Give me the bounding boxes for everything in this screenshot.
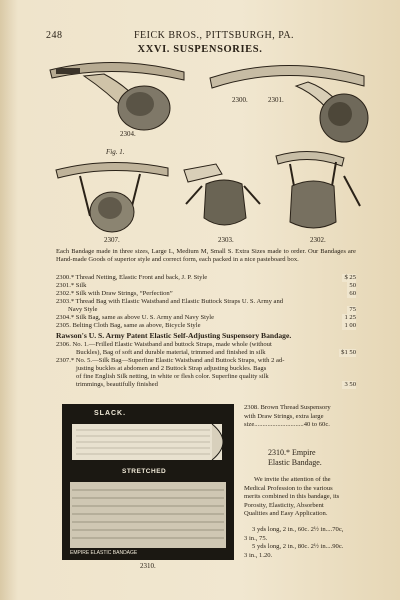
item-text: of fine English Silk netting, in white or flesh color. Superfine quality silk (76, 373, 269, 380)
bandage-roll-illustration (62, 404, 234, 560)
empire-description (244, 476, 339, 519)
price-row (56, 381, 356, 389)
item-2308-line: with Draw Strings, extra large (244, 412, 324, 420)
label-2303: 2303. (218, 236, 234, 244)
description-line: Porosity, Elasticity, Absorbent (244, 501, 324, 509)
suspensory-illustration-2302 (270, 146, 366, 236)
price-row (56, 274, 356, 282)
stretched-label: STRETCHED (122, 468, 167, 475)
description-line: We invite the attention of the (254, 476, 331, 483)
item-2308-line: 2308. Brown Thread Suspensory (244, 404, 331, 411)
label-2307: 2307. (104, 236, 120, 244)
item-price: $ 25 (344, 274, 356, 281)
price-line: 3 in., 75. (244, 534, 268, 542)
price-line: 3 in., 1.20. (244, 551, 273, 559)
suspensory-illustration-2303 (176, 160, 272, 236)
price-row (56, 314, 356, 322)
item-text: 2306. No. 1.—Frilled Elastic Waistband and buttock Straps, made whole (without (56, 341, 272, 348)
price-row (56, 349, 356, 357)
item-text: 2304.* Silk Bag, same as above U. S. Army and Navy Style (56, 314, 215, 321)
item-2310-title-line: 2310.* Empire (268, 448, 316, 457)
item-text: 2307.* No. 5.—Silk Bag—Superfine Elastic Waistband and Buttock Straps, with 2 ad- (56, 357, 285, 364)
description-line: Medical Profession to the various (244, 484, 333, 492)
price-row (56, 322, 356, 330)
item-text: 2303.* Thread Bag with Elastic Waistband and Elastic Buttock Straps U. S. Army and (56, 298, 284, 305)
label-2302: 2302. (310, 236, 326, 244)
item-text: 2301.* Silk (56, 282, 87, 289)
price-row (56, 298, 356, 306)
price-row (56, 290, 356, 298)
rawson-heading: Rawson's U. S. Army Patent Elastic Self-Adjusting Suspensory Bandage. (56, 331, 292, 340)
item-2310-title (268, 448, 322, 468)
item-price: 75 (349, 306, 356, 313)
suspensory-illustration-2304 (44, 56, 194, 134)
label-2310: 2310. (140, 562, 156, 570)
item-price: 3 50 (344, 381, 356, 388)
item-text: 2300.* Thread Netting, Elastic Front and back, J. P. Style (56, 274, 208, 281)
item-text: 2302.* Silk with Draw Strings, “Perfection” (56, 290, 173, 297)
suspensory-illustration-2300-2301 (204, 58, 372, 146)
item-2310-title-line: Elastic Bandage. (268, 458, 322, 467)
price-row (56, 341, 356, 349)
item-price: 1 00 (344, 322, 356, 329)
suspensory-illustration-2307 (50, 156, 176, 238)
slack-label: SLACK. (94, 410, 127, 417)
description-line: merits combined in this bandage, its (244, 493, 340, 501)
label-2301: 2301. (268, 96, 284, 104)
item-text: Navy Style (68, 306, 98, 313)
section-title: XXVI. SUSPENSORIES. (137, 44, 263, 55)
price-row (56, 282, 356, 290)
company-name: FEICK BROS., PITTSBURGH, PA. (134, 30, 295, 41)
elastic-bandage-image (62, 404, 234, 560)
item-text: 2305. Belting Cloth Bag, same as above, Bicycle Style (56, 322, 201, 329)
price-row (56, 357, 356, 365)
label-2304: 2304. (120, 130, 136, 138)
empire-prices (244, 526, 343, 560)
item-2308 (244, 404, 331, 430)
item-price: 50 (349, 282, 356, 289)
label-fig1: Fig. 1. (106, 148, 125, 156)
item-text: trimmings, beautifully finished (76, 381, 158, 388)
item-text: Buckles), Bag of soft and durable material, trimmed and finished in silk (76, 349, 266, 356)
price-row (56, 373, 356, 381)
description-line: Qualities and Easy Application. (244, 510, 328, 518)
intro-paragraph: Each Bandage made in three sizes, Large L, Medium M, Small S. Extra Sizes made to order. Our Bandages are Hand-made Goods of superior style and correct form, each packed in a nice pasteboard box. (56, 248, 356, 263)
price-line: 5 yds long, 2 in., 80c. 2½ in....90c. (252, 543, 344, 551)
price-line: 3 yds long, 2 in., 60c. 2½ in....70c, (252, 526, 344, 533)
label-2300: 2300. (232, 96, 248, 104)
price-row (56, 365, 356, 373)
item-price: 60 (349, 290, 356, 297)
bandage-caption: EMPIRE ELASTIC BANDAGE (70, 550, 138, 556)
price-row (56, 306, 356, 314)
page-number: 248 (46, 30, 63, 41)
item-2308-line: size..............................40 to 60c. (244, 421, 330, 429)
item-price: $1 50 (341, 349, 356, 356)
item-text: justing buckles at abdomen and 2 Buttock Strap adjusting buckles. Bags (76, 365, 267, 372)
item-price: 1 25 (344, 314, 356, 321)
